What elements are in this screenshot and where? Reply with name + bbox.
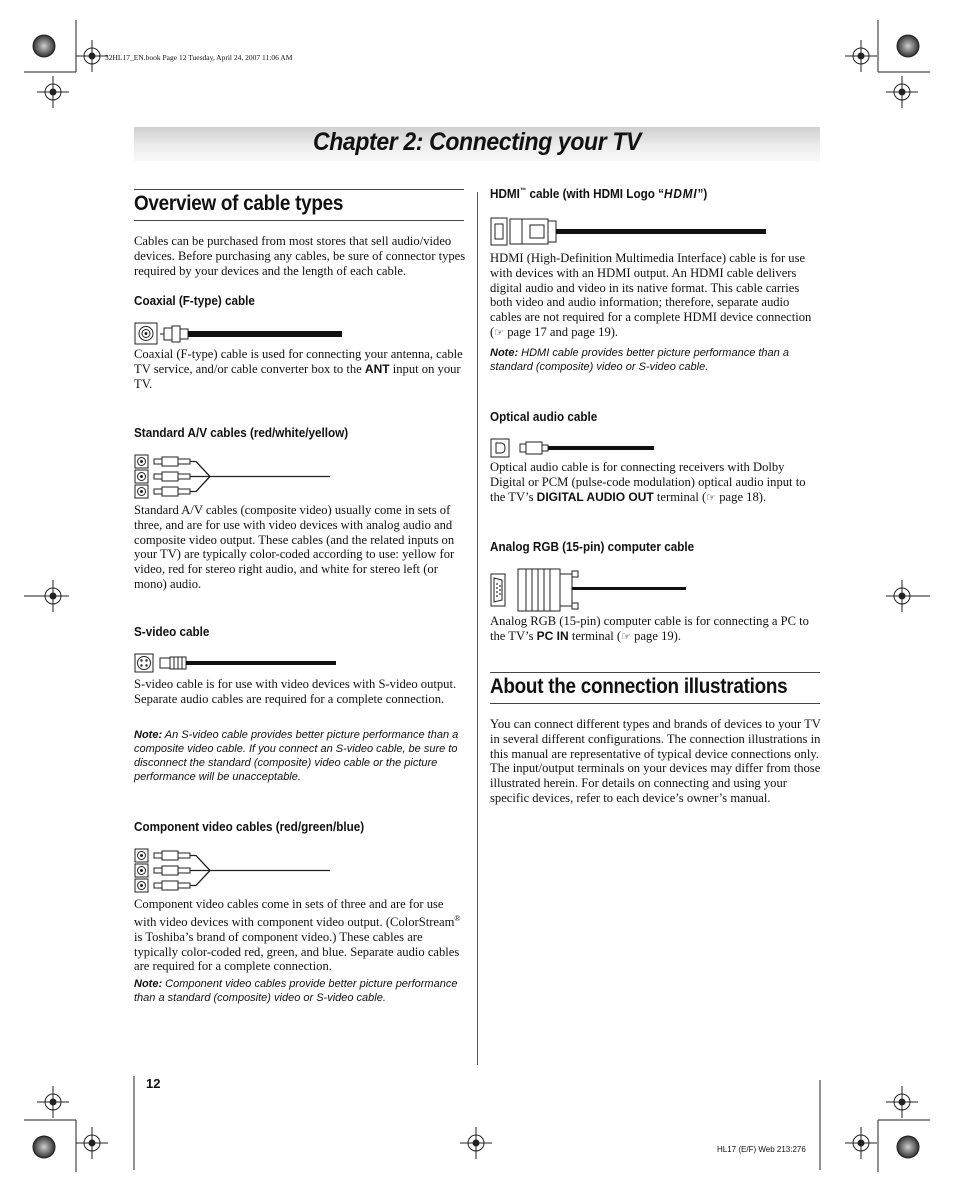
registration-mark-icon <box>886 1086 918 1118</box>
about-title: About the connection illustrations <box>490 675 788 698</box>
color-calibration-circle-icon <box>897 1136 919 1158</box>
optical-heading: Optical audio cable <box>490 409 598 424</box>
chapter-banner <box>134 127 820 161</box>
hdmi-heading-part: cable (with HDMI Logo “ <box>526 186 664 201</box>
component-heading: Component video cables (red/green/blue) <box>134 819 365 834</box>
note-label: Note: <box>134 978 163 990</box>
optical-cable-icon <box>490 438 660 460</box>
rgb-text-part: Analog RGB (15-pin) computer cable is for connecting a PC to the TV’s <box>490 614 809 643</box>
registration-mark-icon <box>37 1086 69 1118</box>
component-text-part: Component video cables come in sets of three and are for use with video devices with component video output. <box>134 897 444 929</box>
color-calibration-circle-icon <box>33 1136 55 1158</box>
optical-text-part: Optical audio cable is for connecting receivers with Dolby Digital or PCM (pulse-code modulation) optical audio input to the TV’s <box>490 460 806 504</box>
optical-text <box>490 460 822 505</box>
note-label: Note: <box>134 729 163 741</box>
overview-intro: Cables can be purchased from most stores that sell audio/video devices. Before purchasing any cables, be sure of connector types required by your devices and the length of each cable. <box>134 234 466 278</box>
registration-mark-icon <box>76 1127 108 1159</box>
registration-mark-icon <box>886 580 918 612</box>
registration-mark-icon <box>37 580 69 612</box>
registration-mark-icon <box>460 1127 492 1159</box>
optical-page-ref: page 18). <box>716 489 767 504</box>
note-text: HDMI cable provides better picture performance than a standard (composite) video or S-video cable. <box>490 347 789 373</box>
rgb-text <box>490 614 822 645</box>
component-text <box>134 897 466 974</box>
component-text-part: (ColorStream <box>385 914 455 929</box>
rgb-heading: Analog RGB (15-pin) computer cable <box>490 539 695 554</box>
section-rule-bottom <box>490 703 820 704</box>
coaxial-heading: Coaxial (F-type) cable <box>134 293 255 308</box>
column-divider <box>477 192 478 1065</box>
svideo-note <box>134 728 466 784</box>
section-rule-top <box>490 672 820 673</box>
component-text-part: is Toshiba’s brand of component video.) These cables are typically color-coded red, green, and blue. Separate audio cables are required for a complete connection. <box>134 929 460 974</box>
hdmi-heading <box>490 186 707 201</box>
av-text: Standard A/V cables (composite video) usually come in sets of three, and are for use with video devices with analog audio and composite video output. These cables (and the related inputs on your TV) are typically color-coded according to use: yellow for video, red for stereo right audio, and white for stereo left (or mono) audio. <box>134 503 455 591</box>
hdmi-page-ref: page 17 and page 19). <box>504 324 619 339</box>
section-rule-bottom <box>134 220 464 221</box>
registration-mark-icon <box>37 76 69 108</box>
rgb-page-ref: page 19). <box>631 628 682 643</box>
ant-keyword: ANT <box>364 361 390 376</box>
svideo-cable-icon <box>134 653 340 675</box>
reference-hand-icon: ☞ <box>494 326 505 339</box>
hdmi-cable-icon <box>490 216 770 248</box>
registration-mark-icon <box>845 40 877 72</box>
coaxial-cable-icon <box>134 322 346 346</box>
overview-title: Overview of cable types <box>134 192 344 215</box>
registered-mark: ® <box>454 913 461 923</box>
section-rule-top <box>134 189 464 190</box>
note-text: An S-video cable provides better picture performance than a composite video cable. If you connect an S-video cable, be sure to disconnect the standard (composite) video cable or the picture performance will be unacceptable. <box>134 729 459 783</box>
hdmi-text <box>490 251 822 341</box>
coaxial-text <box>134 347 466 391</box>
hdmi-heading-part: HDMI <box>490 186 520 201</box>
color-calibration-circle-icon <box>897 35 919 57</box>
av-heading: Standard A/V cables (red/white/yellow) <box>134 425 349 440</box>
note-text: Component video cables provide better picture performance than a standard (composite) video or S-video cable. <box>134 978 458 1004</box>
registration-mark-icon <box>886 76 918 108</box>
note-label: Note: <box>490 347 519 359</box>
hdmi-text-part: HDMI (High-Definition Multimedia Interface) cable is for use with devices with an HDMI output. An HDMI cable delivers digital audio and video in its native format. This cable carries both video and audio information; therefore, separate audio cables are not required for a complete HDMI device connection ( <box>490 251 812 339</box>
hdmi-note <box>490 346 822 374</box>
coaxial-text-part: Coaxial (F-type) cable is used for connecting your antenna, cable TV service, and/or cable converter box to the <box>134 347 463 376</box>
digital-audio-out-keyword: DIGITAL AUDIO OUT <box>536 489 654 504</box>
component-cables-icon <box>134 848 334 894</box>
hdmi-logo: HDMI <box>663 186 698 201</box>
trademark-mark: ™ <box>519 187 527 195</box>
registration-mark-icon <box>76 40 108 72</box>
about-text: You can connect different types and brands of devices to your TV in several different configurations. The connection illustrations in this manual are representative of typical device connections only. The input/output terminals on your devices may differ from those illustrated herein. For details on connecting and using your specific devices, refer to each device’s owner’s manual. <box>490 717 821 805</box>
av-cables-icon <box>134 454 334 500</box>
color-calibration-circle-icon <box>33 35 55 57</box>
svideo-heading: S-video cable <box>134 624 210 639</box>
reference-hand-icon: ☞ <box>621 630 632 643</box>
component-note <box>134 977 466 1005</box>
rgb-text-part: terminal ( <box>568 628 622 643</box>
footer-code: HL17 (E/F) Web 213:276 <box>717 1145 806 1154</box>
coaxial-text-part: input on your TV. <box>134 361 461 391</box>
optical-text-part: terminal ( <box>653 489 707 504</box>
hdmi-heading-part: ”) <box>697 186 708 201</box>
rgb-cable-icon <box>490 566 690 614</box>
svideo-text: S-video cable is for use with video devices with S-video output. Separate audio cables are required for a complete connection. <box>134 677 457 706</box>
pc-in-keyword: PC IN <box>536 628 569 643</box>
reference-hand-icon: ☞ <box>706 491 717 504</box>
page-number: 12 <box>146 1076 161 1091</box>
file-info-header: 32HL17_EN.book Page 12 Tuesday, April 24, 2007 11:06 AM <box>105 53 293 62</box>
registration-mark-icon <box>845 1127 877 1159</box>
chapter-title: Chapter 2: Connecting your TV <box>313 128 641 156</box>
